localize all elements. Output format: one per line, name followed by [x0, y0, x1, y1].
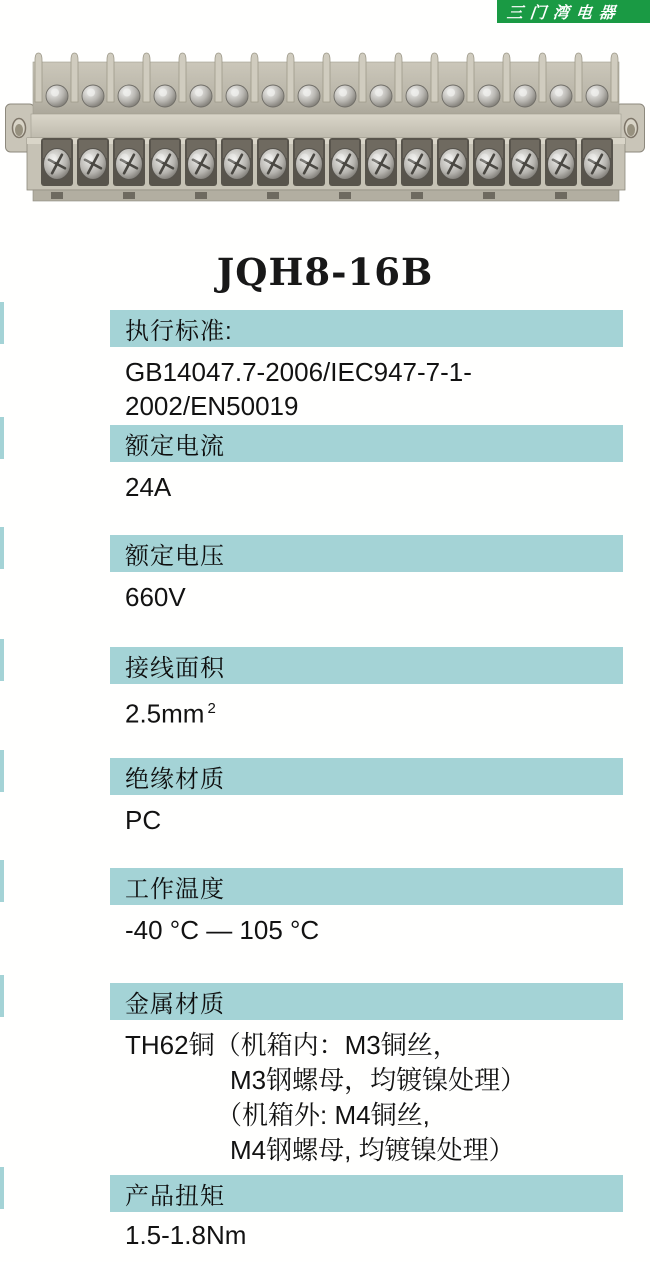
spec-header-bar — [110, 647, 623, 684]
spec-value: GB14047.7-2006/IEC947-7-1-2002/EN50019 — [125, 357, 472, 421]
spec-section-insulation — [110, 758, 623, 837]
spec-header-bar — [110, 535, 623, 572]
edge-mark — [0, 527, 4, 569]
edge-mark — [0, 860, 4, 902]
spec-label: 接线面积 — [125, 655, 225, 682]
page-title: JQH8-16B — [216, 250, 434, 294]
spec-value: PC — [125, 805, 162, 835]
spec-value-line: TH62铜（机箱内：M3铜丝， — [125, 1030, 459, 1060]
spec-section-wire-area — [110, 647, 623, 731]
edge-mark — [0, 302, 4, 344]
spec-value-main: 2.5mm — [125, 698, 205, 729]
edge-mark — [0, 975, 4, 1017]
spec-label: 金属材质 — [125, 991, 225, 1018]
spec-value: -40 °C — 105 °C — [125, 915, 320, 945]
spec-header-bar — [110, 868, 623, 905]
spec-value — [110, 692, 623, 731]
spec-section-standard — [110, 310, 623, 423]
edge-mark — [0, 417, 4, 459]
spec-value-line: （机箱外: M4铜丝, — [216, 1100, 430, 1130]
edge-mark — [0, 1167, 4, 1209]
brand-logo-text: 三门湾电器 — [505, 3, 623, 22]
product-photo — [5, 50, 645, 202]
brand-logo — [497, 0, 650, 23]
spec-section-metal — [110, 983, 623, 1168]
spec-section-temperature — [110, 868, 623, 947]
spec-label: 产品扭矩 — [125, 1183, 225, 1210]
spec-value-line: M3钢螺母，均镀镍处理） — [230, 1065, 527, 1095]
spec-section-torque — [110, 1175, 623, 1252]
spec-section-rated-current — [110, 425, 623, 504]
spec-value: 660V — [125, 582, 186, 612]
spec-label: 额定电流 — [125, 433, 225, 460]
spec-value: 24A — [125, 472, 172, 502]
spec-value-sup: 2 — [207, 700, 216, 717]
spec-label: 绝缘材质 — [125, 766, 225, 793]
edge-mark — [0, 750, 4, 792]
spec-label: 执行标准: — [125, 318, 233, 345]
spec-header-bar — [110, 1175, 623, 1212]
spec-header-bar — [110, 310, 623, 347]
spec-label: 额定电压 — [125, 543, 225, 570]
spec-header-bar — [110, 758, 623, 795]
spec-header-bar — [110, 983, 623, 1020]
spec-label: 工作温度 — [125, 876, 225, 903]
spec-value-line: M4钢螺母, 均镀镍处理） — [230, 1135, 515, 1165]
spec-section-rated-voltage — [110, 535, 623, 614]
edge-mark — [0, 639, 4, 681]
spec-value: 1.5-1.8Nm — [125, 1220, 247, 1250]
spec-header-bar — [110, 425, 623, 462]
